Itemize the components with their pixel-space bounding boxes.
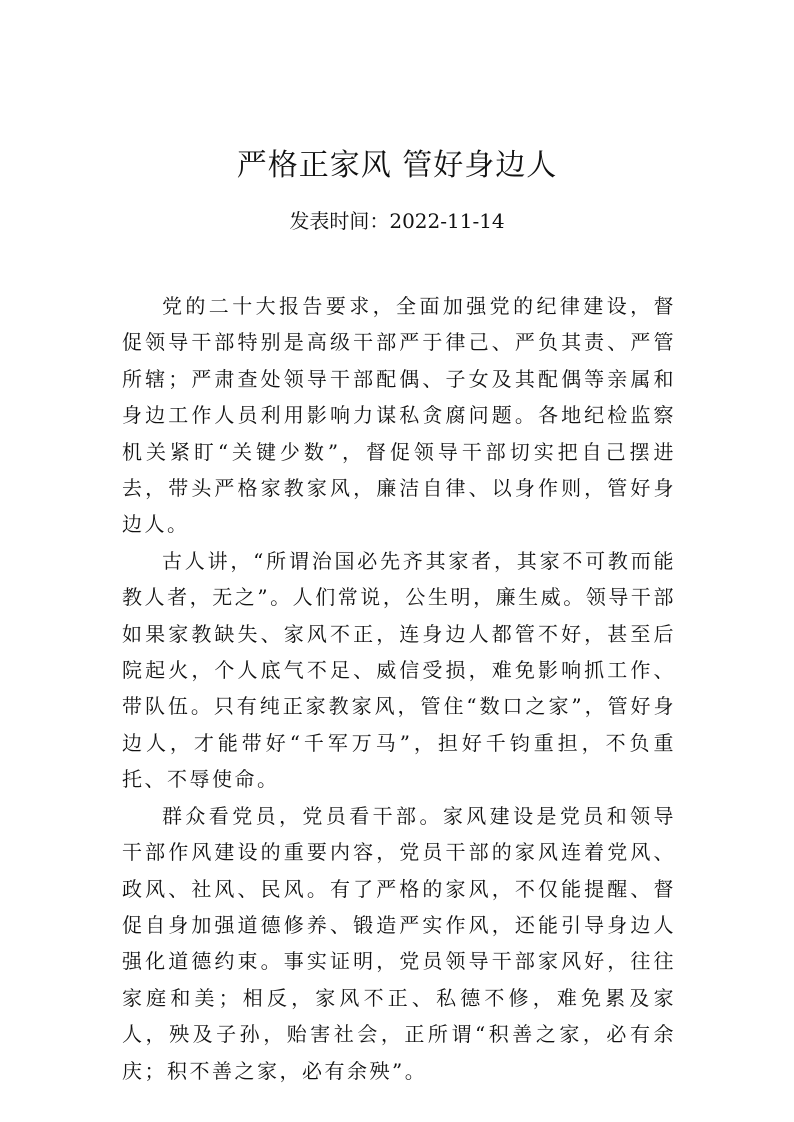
paragraph-3: 群众看党员，党员看干部。家风建设是党员和领导干部作风建设的重要内容，党员干部的家风连着党风、政风、社风、民风。有了严格的家风，不仅能提醒、督促自身加强道德修养、锻造严实作风，还能引导身边人强化道德约束。事实证明，党员领导干部家风好，往往家庭和美；相反，家风不正、私德不修，难免累及家人，殃及子孙，贻害社会，正所谓“积善之家，必有余庆；积不善之家，必有余殃”。 <box>122 803 676 1083</box>
publish-date: 2022-11-14 <box>389 209 505 233</box>
publish-date-line <box>0 206 794 236</box>
paragraph-2: 古人讲，“所谓治国必先齐其家者，其家不可教而能教人者，无之”。人们常说，公生明，廉生威。领导干部如果家教缺失、家风不正，连身边人都管不好，甚至后院起火，个人底气不足、威信受损，难免影响抓工作、带队伍。只有纯正家教家风，管住“数口之家”，管好身边人，才能带好“千军万马”，担好千钧重担，不负重托、不辱使命。 <box>122 548 676 792</box>
article-body <box>122 288 676 1089</box>
paragraph-1: 党的二十大报告要求，全面加强党的纪律建设，督促领导干部特别是高级干部严于律己、严负其责、严管所辖；严肃查处领导干部配偶、子女及其配偶等亲属和身边工作人员利用影响力谋私贪腐问题。各地纪检监察机关紧盯“关键少数”，督促领导干部切实把自己摆进去，带头严格家教家风，廉洁自律、以身作则，管好身边人。 <box>122 294 676 537</box>
publish-date-label: 发表时间： <box>289 209 390 233</box>
page-title: 严格正家风 管好身边人 <box>236 148 558 183</box>
